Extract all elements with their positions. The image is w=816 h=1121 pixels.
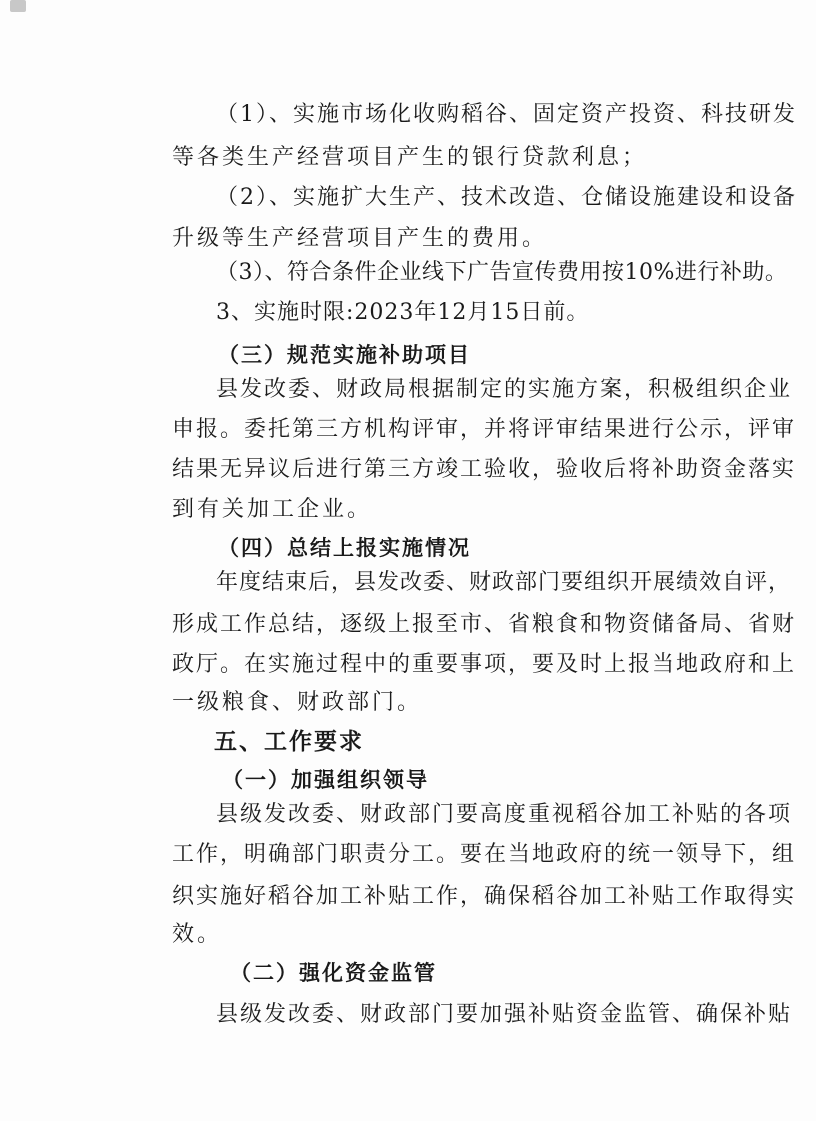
subsection-1-line-4: 效。 [172, 922, 223, 947]
chapter-heading-work-requirements: 五、工作要求 [214, 728, 364, 755]
subsection-1-line-3: 织实施好稻谷加工补贴工作，确保稻谷加工补贴工作取得实 [172, 884, 797, 909]
section-3-line-2: 申报。委托第三方机构评审，并将评审结果进行公示，评审 [172, 417, 797, 442]
section-4-line-4: 一级粮食、财政部门。 [172, 690, 423, 715]
section-3-line-4: 到有关加工企业。 [172, 497, 373, 522]
section-heading-4: （四）总结上报实施情况 [218, 535, 471, 560]
item-2-line-1: （2）、实施扩大生产、技术改造、仓储设施建设和设备 [216, 185, 797, 210]
implementation-deadline: 3、实施时限:2023年12月15日前。 [216, 300, 590, 325]
subsection-heading-1: （一）加强组织领导 [222, 767, 429, 792]
item-3-line-1: （3）、符合条件企业线下广告宣传费用按10%进行补助。 [216, 260, 788, 285]
section-3-line-3: 结果无异议后进行第三方竣工验收，验收后将补助资金落实 [172, 457, 797, 482]
subsection-1-line-2: 工作，明确部门职责分工。要在当地政府的统一领导下，组 [172, 842, 797, 867]
section-4-line-2: 形成工作总结，逐级上报至市、省粮食和物资储备局、省财 [172, 612, 797, 637]
section-3-line-1: 县发改委、财政局根据制定的实施方案，积极组织企业 [216, 377, 793, 402]
item-1-line-2: 等各类生产经营项目产生的银行贷款利息； [172, 145, 648, 170]
item-2-line-2: 升级等生产经营项目产生的费用。 [172, 226, 548, 251]
section-4-line-3: 政厅。在实施过程中的重要事项，要及时上报当地政府和上 [172, 652, 797, 677]
subsection-1-line-1: 县级发改委、财政部门要高度重视稻谷加工补贴的各项 [216, 802, 793, 827]
scan-mark [10, 0, 26, 12]
item-1-line-1: （1）、实施市场化收购稻谷、固定资产投资、科技研发 [216, 102, 797, 127]
subsection-2-line-1: 县级发改委、财政部门要加强补贴资金监管、确保补贴 [216, 1002, 793, 1027]
section-4-line-1: 年度结束后，县发改委、财政部门要组织开展绩效自评， [216, 570, 792, 595]
subsection-heading-2: （二）强化资金监管 [230, 960, 437, 985]
section-heading-3: （三）规范实施补助项目 [218, 342, 471, 367]
